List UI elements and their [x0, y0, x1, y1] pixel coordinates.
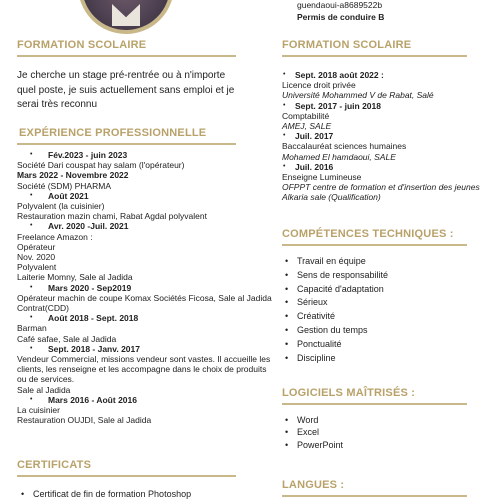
experience-line: Vendeur Commercial, missions vendeur sont vastes. Il accueille les — [17, 354, 271, 364]
competence-item — [285, 297, 328, 308]
formation-line: OFPPT centre de formation et d'insertion des jeunes — [282, 182, 480, 193]
bullet-icon: • — [285, 283, 289, 294]
bullet-icon: • — [30, 151, 33, 158]
logiciel-item — [285, 439, 344, 450]
langues-rule — [282, 495, 467, 497]
formation-line: Mohamed El hamdaoui, SALE — [282, 151, 396, 162]
langues-title: LANGUES : — [282, 479, 345, 491]
competence-label: Gestion du temps — [297, 325, 368, 335]
experience-line: Contrat(CDD) — [17, 303, 69, 313]
bullet-icon: • — [283, 101, 286, 109]
competence-label: Travail en équipe — [297, 256, 366, 266]
experience-line: Polyvalent (la cuisinier) — [17, 201, 105, 211]
certificat-item — [21, 489, 192, 499]
experience-date: Août 2021 — [48, 190, 89, 201]
formation-date: Juil. 2017 — [295, 131, 334, 142]
competence-item — [285, 311, 336, 322]
formation-line: Baccalauréat sciences humaines — [282, 141, 407, 152]
experience-line: Société Dari couspat hay salam (l'opérateur) — [17, 160, 185, 171]
formation-line: Université Mohammed V de Rabat, Salé — [282, 90, 434, 101]
objective-text: Je cherche un stage pré-rentrée ou à n'importe quel poste, je suis actuellement sans emploi et je serai très reconnu — [17, 70, 235, 110]
experience-date: Mars 2020 - Sep2019 — [48, 282, 132, 293]
logiciel-label: PowerPoint — [297, 439, 344, 450]
experience-line: Polyvalent — [17, 262, 57, 273]
competence-item — [285, 352, 336, 363]
bullet-icon: • — [285, 269, 289, 280]
bullet-icon: • — [30, 222, 33, 230]
competence-label: Sens de responsabilité — [297, 269, 389, 280]
experience-title: EXPÉRIENCE PROFESSIONNELLE — [19, 127, 207, 139]
competence-label: Créativité — [297, 311, 336, 322]
bullet-icon: • — [285, 297, 289, 308]
left-formation-title: FORMATION SCOLAIRE — [17, 39, 147, 51]
driving-license: Permis de conduire B — [297, 12, 385, 22]
experience-rule — [17, 143, 236, 145]
experience-line: Restauration OUJDI, Sale al Jadida — [17, 415, 152, 426]
experience-line: Nov. 2020 — [17, 252, 56, 262]
bullet-icon: • — [285, 256, 289, 266]
competence-item — [285, 338, 342, 349]
certificats-rule — [17, 475, 236, 477]
experience-line: Café safae, Sale al Jadida — [17, 333, 117, 344]
competence-item — [285, 269, 389, 280]
experience-line: Restauration mazin chami, Rabat Agdal polyvalent — [17, 211, 207, 222]
formation-line: Alkaria sale (Qualification) — [282, 192, 381, 203]
logiciel-label: Excel — [297, 427, 320, 438]
bullet-icon: • — [285, 325, 289, 335]
bullet-icon: • — [30, 314, 33, 322]
certificats-title: CERTIFICATS — [17, 459, 92, 471]
competences-title: COMPÉTENCES TECHNIQUES : — [282, 228, 454, 240]
bullet-icon: • — [283, 71, 286, 78]
right-formation-title: FORMATION SCOLAIRE — [282, 39, 412, 51]
bullet-icon: • — [285, 352, 289, 363]
logiciel-item — [285, 427, 320, 438]
formation-line: Comptabilité — [282, 110, 330, 121]
logiciels-rule — [282, 403, 467, 405]
experience-line: ou de services. — [17, 374, 75, 385]
experience-date: Avr. 2020 -Juil. 2021 — [48, 221, 129, 232]
formation-line: Licence droit privée — [282, 80, 356, 91]
logiciel-item — [285, 415, 319, 425]
right-formation-rule — [282, 55, 467, 57]
bullet-icon: • — [285, 311, 289, 322]
bullet-icon: • — [30, 395, 33, 403]
experience-line: Laiterie Momny, Sale al Jadida — [17, 272, 133, 283]
bullet-icon: • — [285, 415, 289, 425]
formation-line: Enseigne Lumineuse — [282, 172, 362, 182]
competence-item — [285, 283, 384, 294]
competences-rule — [282, 244, 467, 246]
experience-date: Mars 2022 - Novembre 2022 — [17, 170, 129, 181]
competence-label: Discipline — [297, 352, 336, 363]
profile-photo — [78, 0, 174, 34]
certificat-label: Certificat de fin de formation Photoshop — [33, 489, 192, 499]
experience-line: Société (SDM) PHARMA — [17, 180, 111, 191]
bullet-icon: • — [30, 283, 33, 291]
formation-date: Juil. 2016 — [295, 161, 334, 172]
competence-label: Sérieux — [297, 297, 328, 308]
experience-line: Opérateur machin de coupe Komax Sociétés Ficosa, Sale al Jadida — [17, 292, 272, 303]
left-formation-rule — [17, 55, 236, 57]
experience-line: La cuisinier — [17, 405, 60, 415]
competence-item — [285, 325, 368, 335]
experience-line: Barman — [17, 323, 47, 334]
photo-shirt — [112, 4, 140, 26]
logiciel-label: Word — [297, 415, 319, 425]
experience-date: Mars 2016 - Août 2016 — [48, 394, 137, 405]
experience-line: Sale al Jadida — [17, 384, 71, 395]
formation-date: Sept. 2018 août 2022 : — [295, 70, 384, 80]
bullet-icon: • — [30, 191, 33, 199]
bullet-icon: • — [283, 162, 286, 170]
competence-label: Ponctualité — [297, 338, 342, 349]
bullet-icon: • — [30, 344, 33, 352]
logiciels-title: LOGICIELS MAÎTRISÉS : — [282, 387, 416, 399]
competence-label: Capacité d'adaptation — [297, 283, 384, 294]
experience-date: Fév.2023 - juin 2023 — [48, 150, 128, 160]
bullet-icon: • — [283, 132, 286, 140]
experience-line: Opérateur — [17, 241, 56, 252]
experience-date: Sept. 2018 - Janv. 2017 — [48, 343, 140, 354]
experience-line: Freelance Amazon : — [17, 231, 93, 242]
bullet-icon: • — [285, 439, 289, 450]
experience-date: Août 2018 - Sept. 2018 — [48, 313, 139, 324]
contact-email: guendaoui-a8689522b — [297, 0, 383, 10]
bullet-icon: • — [21, 489, 25, 499]
formation-date: Sept. 2017 - juin 2018 — [295, 100, 381, 111]
bullet-icon: • — [285, 427, 289, 438]
competence-item — [285, 256, 366, 266]
bullet-icon: • — [285, 338, 289, 349]
experience-line: clients, les renseigne et les accompagne dans le choix de produits — [17, 364, 267, 375]
formation-line: AMEJ, SALE — [282, 121, 332, 131]
